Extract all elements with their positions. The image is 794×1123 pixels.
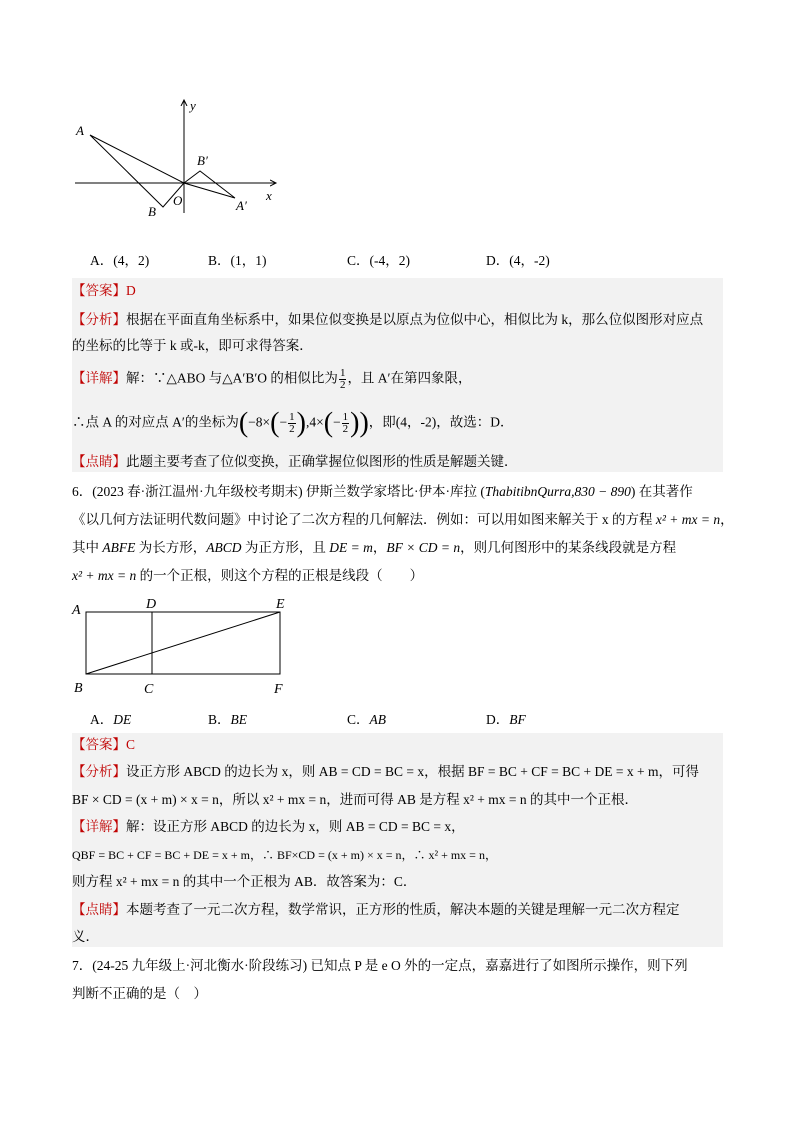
- q5-option-d: D．(4，-2): [486, 253, 550, 268]
- detail-tag: 【详解】: [72, 370, 126, 386]
- x-axis-label: x: [266, 188, 272, 203]
- q6-option-d: D．BF: [486, 712, 526, 727]
- label-f: F: [274, 682, 283, 697]
- rectangle-figure: [68, 594, 298, 704]
- q5-detail-line2: ∴点 A 的对应点 A′的坐标为(−8×(− $\frac{1}{2}$ ),4×(− $\frac{1}{2}$ ))，即(4，-2)，故选：D．: [72, 407, 514, 439]
- label-c: C: [144, 682, 154, 697]
- analysis-tag: 【分析】: [72, 312, 126, 327]
- point-o-label: O: [173, 193, 183, 208]
- y-axis-label: y: [190, 98, 196, 113]
- q5-option-b: B．(1，1): [208, 253, 267, 268]
- q6-detail-line2: QBF = BC + CF = BC + DE = x + m，∴ BF×CD = (x + m) × x = n，∴ x² + mx = n，: [72, 848, 497, 862]
- q6-line1: 6．(2023 春·浙江温州·九年级校考期末) 伊斯兰数学家塔比·伊本·库拉 (ThabitibnQurra,830 − 890) 在其著作: [72, 484, 693, 499]
- label-a: A: [72, 603, 81, 618]
- comment-tag: 【点睛】: [72, 454, 126, 469]
- segment-be: [86, 612, 280, 674]
- label-e: E: [276, 597, 285, 612]
- q5-option-a: A．(4，2): [90, 253, 150, 268]
- point-b-prime-label: B′: [197, 153, 208, 168]
- q5-detail-line1: 【详解】解：∵△ABO 与△A′B′O 的相似比为 $\frac{1}{2}$ ，且 A′在第四象限，: [72, 367, 472, 391]
- q6-analysis-line2: BF × CD = (x + m) × x = n，所以 x² + mx = n，进而可得 AB 是方程 x² + mx = n 的其中一个正根．: [72, 792, 639, 807]
- triangle-a-prime-b-prime-o: [184, 171, 235, 198]
- q5-comment: 【点睛】此题主要考查了位似变换，正确掌握位似图形的性质是解题关键．: [72, 454, 518, 469]
- q6-line2: 《以几何方法证明代数问题》中讨论了二次方程的几何解法．例如：可以用如图来解关于 x 的方程 x² + mx = n，: [72, 512, 734, 527]
- q6-comment-line2: 义．: [72, 929, 99, 944]
- q6-option-a: A．DE: [90, 712, 132, 727]
- q6-detail-line1: 【详解】解：设正方形 ABCD 的边长为 x，则 AB = CD = BC = x，: [72, 819, 465, 834]
- q6-option-b: B．BE: [208, 712, 248, 727]
- triangle-abo: [90, 135, 184, 207]
- q7-line2: 判断不正确的是（ ）: [72, 986, 207, 1001]
- q5-analysis-cont: 的坐标的比等于 k 或-k，即可求得答案．: [72, 338, 313, 353]
- q6-line4: x² + mx = n 的一个正根，则这个方程的正根是线段（ ）: [72, 568, 424, 583]
- label-d: D: [146, 597, 157, 612]
- q6-detail-line3: 则方程 x² + mx = n 的其中一个正根为 AB．故答案为：C．: [72, 874, 417, 889]
- point-a-prime-label: A′: [236, 198, 247, 213]
- answer-tag: 【答案】: [72, 283, 126, 298]
- q5-answer: 【答案】D: [72, 283, 136, 298]
- point-b-label: B: [148, 204, 156, 219]
- q7-line1: 7．(24-25 九年级上·河北衡水·阶段练习) 已知点 P 是 e O 外的一定点，嘉嘉进行了如图所示操作，则下列: [72, 958, 688, 973]
- q5-analysis: 【分析】根据在平面直角坐标系中，如果位似变换是以原点为位似中心，相似比为 k，那么位似图形对应点: [72, 312, 704, 327]
- q6-comment-line1: 【点睛】本题考查了一元二次方程，数学常识，正方形的性质，解决本题的关键是理解一元二次方程定: [72, 902, 680, 917]
- point-a-label: A: [76, 123, 84, 138]
- fraction-one-half: $\frac{1}{2}$: [339, 367, 346, 391]
- q6-option-c: C．AB: [347, 712, 387, 727]
- q6-answer: 【答案】C: [72, 737, 136, 752]
- q5-option-c: C．(-4，2): [347, 253, 410, 268]
- label-b: B: [74, 681, 83, 696]
- coordinate-figure: [70, 95, 290, 225]
- q6-analysis-line1: 【分析】设正方形 ABCD 的边长为 x，则 AB = CD = BC = x，根据 BF = BC + CF = BC + DE = x + m，可得: [72, 764, 699, 779]
- q6-line3: 其中 ABFE 为长方形，ABCD 为正方形，且 DE = m，BF × CD = n，则几何图形中的某条线段就是方程: [72, 540, 677, 555]
